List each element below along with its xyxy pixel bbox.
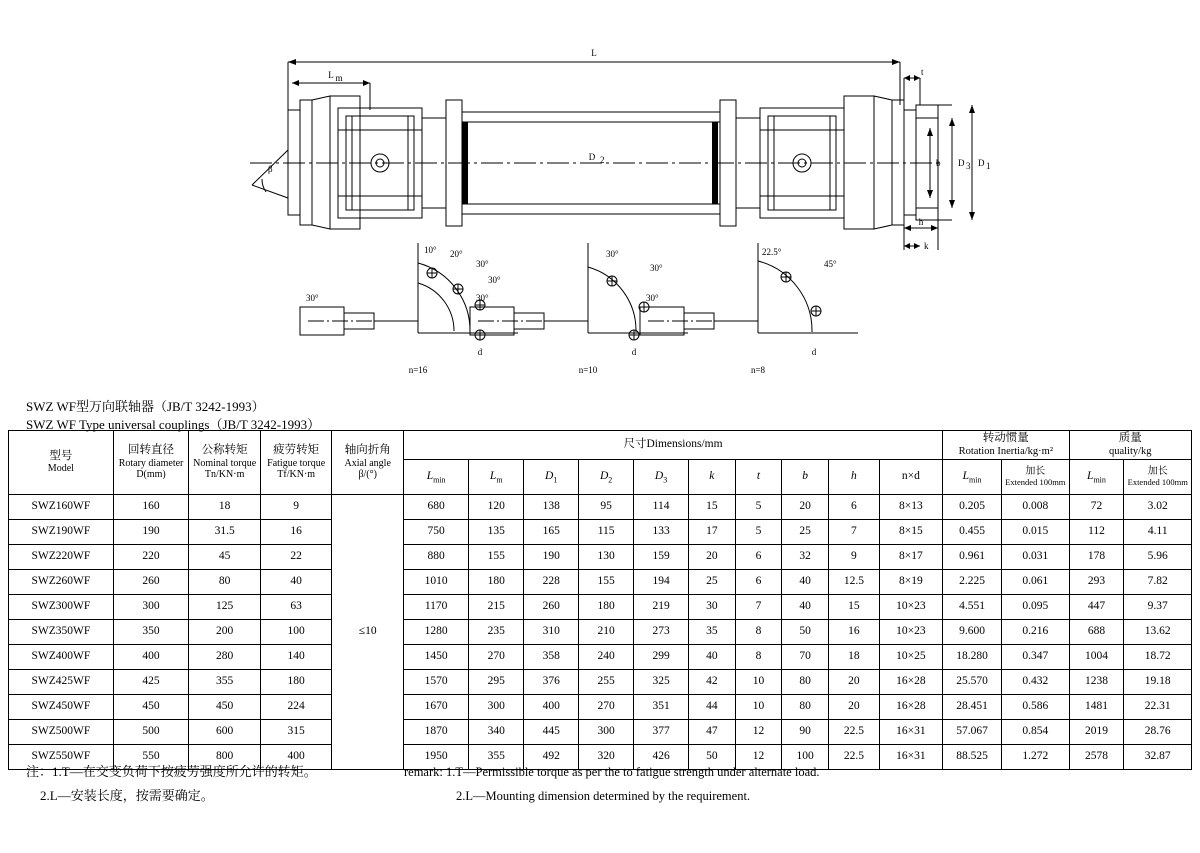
title-block	[26, 398, 320, 434]
cell-nd: 16×31	[879, 745, 942, 770]
th-dim-Lmin: $L_{min}$	[403, 460, 468, 495]
cell-nd: 8×15	[879, 520, 942, 545]
cell-Tn: 31.5	[189, 520, 261, 545]
cell-D3: 114	[634, 495, 689, 520]
cell-I_min: 2.225	[943, 570, 1002, 595]
svg-text:2: 2	[600, 155, 605, 165]
cell-D1: 260	[524, 595, 579, 620]
cell-I_ext: 0.031	[1002, 545, 1069, 570]
cell-k: 35	[689, 620, 736, 645]
cell-D3: 219	[634, 595, 689, 620]
cell-t: 12	[735, 720, 782, 745]
cell-q_min: 1481	[1069, 695, 1124, 720]
cell-nd: 16×28	[879, 670, 942, 695]
cell-h: 7	[829, 520, 880, 545]
cell-D: 425	[113, 670, 189, 695]
cell-Lmin: 1450	[403, 645, 468, 670]
cell-Lmin: 750	[403, 520, 468, 545]
cell-h: 18	[829, 645, 880, 670]
th-rotary-diameter: 回转直径 Rotary diameter D(mm)	[113, 431, 189, 495]
cell-q_min: 1238	[1069, 670, 1124, 695]
svg-text:d: d	[477, 347, 483, 357]
cell-Tn: 125	[189, 595, 261, 620]
svg-text:d: d	[631, 347, 637, 357]
cell-Tf: 40	[260, 570, 332, 595]
cell-h: 22.5	[829, 745, 880, 770]
notes-english	[404, 760, 820, 808]
cell-D: 260	[113, 570, 189, 595]
cell-q_ext: 5.96	[1124, 545, 1192, 570]
cell-D: 190	[113, 520, 189, 545]
svg-text:L: L	[328, 70, 334, 80]
cell-D: 350	[113, 620, 189, 645]
cell-t: 12	[735, 745, 782, 770]
table-row	[9, 570, 1192, 595]
cell-Tf: 16	[260, 520, 332, 545]
cell-k: 25	[689, 570, 736, 595]
note-cn-1: 注：1.T—在交变负荷下按疲劳强度所允许的转矩。	[26, 764, 317, 779]
cell-Tf: 22	[260, 545, 332, 570]
cell-model: SWZ300WF	[9, 595, 114, 620]
cell-q_ext: 32.87	[1124, 745, 1192, 770]
cell-D1: 400	[524, 695, 579, 720]
cell-Lm: 235	[469, 620, 524, 645]
cell-model: SWZ450WF	[9, 695, 114, 720]
th-model: 型号 Model	[9, 431, 114, 495]
th-dim-h: h	[829, 460, 880, 495]
table-head	[9, 431, 1192, 495]
cell-h: 16	[829, 620, 880, 645]
cell-b: 32	[782, 545, 829, 570]
cell-nd: 10×23	[879, 595, 942, 620]
cell-D2: 300	[579, 720, 634, 745]
cell-Lmin: 1170	[403, 595, 468, 620]
cell-q_ext: 9.37	[1124, 595, 1192, 620]
cell-D3: 159	[634, 545, 689, 570]
cell-Lm: 300	[469, 695, 524, 720]
cell-Tf: 140	[260, 645, 332, 670]
cell-t: 6	[735, 570, 782, 595]
cell-h: 12.5	[829, 570, 880, 595]
cell-Lm: 340	[469, 720, 524, 745]
cell-k: 30	[689, 595, 736, 620]
cell-Tf: 9	[260, 495, 332, 520]
table-row	[9, 545, 1192, 570]
cell-model: SWZ500WF	[9, 720, 114, 745]
cell-D3: 299	[634, 645, 689, 670]
svg-text:D: D	[588, 152, 596, 162]
svg-text:30°: 30°	[646, 293, 659, 303]
cell-Tf: 400	[260, 745, 332, 770]
cell-t: 10	[735, 695, 782, 720]
cell-Tf: 63	[260, 595, 332, 620]
th-dim-D2: $D_2$	[579, 460, 634, 495]
cell-Lm: 215	[469, 595, 524, 620]
cell-model: SWZ400WF	[9, 645, 114, 670]
cell-I_min: 0.961	[943, 545, 1002, 570]
cell-model: SWZ190WF	[9, 520, 114, 545]
cell-model: SWZ350WF	[9, 620, 114, 645]
svg-text:β: β	[268, 164, 273, 174]
spec-table-wrap	[8, 430, 1192, 770]
cell-q_min: 2578	[1069, 745, 1124, 770]
svg-text:m: m	[335, 73, 343, 83]
cell-nd: 8×19	[879, 570, 942, 595]
svg-text:30°: 30°	[650, 263, 663, 273]
cell-Lm: 355	[469, 745, 524, 770]
cell-Tn: 450	[189, 695, 261, 720]
cell-Lmin: 1950	[403, 745, 468, 770]
cell-D1: 190	[524, 545, 579, 570]
cell-D2: 95	[579, 495, 634, 520]
cell-t: 6	[735, 545, 782, 570]
cell-Lmin: 1670	[403, 695, 468, 720]
cell-D3: 133	[634, 520, 689, 545]
th-inertia-Lmin: $L_{min}$	[943, 460, 1002, 495]
cell-D3: 351	[634, 695, 689, 720]
cell-q_min: 2019	[1069, 720, 1124, 745]
cell-Lm: 295	[469, 670, 524, 695]
cell-I_ext: 0.586	[1002, 695, 1069, 720]
cell-Lm: 120	[469, 495, 524, 520]
svg-text:b: b	[936, 158, 941, 168]
cell-D1: 376	[524, 670, 579, 695]
cell-Lm: 180	[469, 570, 524, 595]
assembly-drawing	[0, 0, 1200, 420]
cell-D1: 165	[524, 520, 579, 545]
cell-D1: 228	[524, 570, 579, 595]
th-rotation-inertia: 转动惯量 Rotation Inertia/kg·m²	[943, 431, 1069, 460]
cell-D2: 155	[579, 570, 634, 595]
th-dim-b: b	[782, 460, 829, 495]
cell-D1: 445	[524, 720, 579, 745]
svg-text:D: D	[958, 158, 965, 168]
cell-k: 15	[689, 495, 736, 520]
th-dim-Lm: $L_m$	[469, 460, 524, 495]
cell-b: 100	[782, 745, 829, 770]
th-axial-angle: 轴向折角 Axial angle β/(°)	[332, 431, 404, 495]
th-quality: 质量 quality/kg	[1069, 431, 1191, 460]
cell-D3: 325	[634, 670, 689, 695]
cell-q_min: 112	[1069, 520, 1124, 545]
cell-b: 80	[782, 695, 829, 720]
cell-Tn: 200	[189, 620, 261, 645]
cell-Tf: 180	[260, 670, 332, 695]
th-nominal-torque: 公称转矩 Nominal torque Tn/KN·m	[189, 431, 261, 495]
cell-b: 90	[782, 720, 829, 745]
svg-text:10°: 10°	[424, 245, 437, 255]
cell-I_min: 18.280	[943, 645, 1002, 670]
svg-text:20°: 20°	[450, 249, 463, 259]
title-chinese: SWZ WF型万向联轴器（JB/T 3242-1993）	[26, 399, 265, 414]
cell-q_min: 72	[1069, 495, 1124, 520]
cell-D: 300	[113, 595, 189, 620]
th-dim-D1: $D_1$	[524, 460, 579, 495]
cell-k: 50	[689, 745, 736, 770]
cell-q_ext: 28.76	[1124, 720, 1192, 745]
cell-q_ext: 18.72	[1124, 645, 1192, 670]
note-en-2: 2.L—Mounting dimension determined by the requirement.	[456, 789, 751, 803]
cell-D: 500	[113, 720, 189, 745]
svg-text:30°: 30°	[476, 259, 489, 269]
cell-nd: 10×23	[879, 620, 942, 645]
th-fatigue-torque: 疲劳转矩 Fatigue torque Tf/KN·m	[260, 431, 332, 495]
cell-t: 5	[735, 520, 782, 545]
cell-I_min: 0.205	[943, 495, 1002, 520]
cell-b: 70	[782, 645, 829, 670]
cell-D: 450	[113, 695, 189, 720]
cell-q_ext: 3.02	[1124, 495, 1192, 520]
cell-Lm: 270	[469, 645, 524, 670]
cell-b: 40	[782, 570, 829, 595]
cell-q_min: 178	[1069, 545, 1124, 570]
cell-I_ext: 0.008	[1002, 495, 1069, 520]
svg-text:L: L	[591, 48, 597, 58]
cell-nd: 16×28	[879, 695, 942, 720]
svg-text:n=16: n=16	[408, 365, 428, 375]
cell-D2: 320	[579, 745, 634, 770]
cell-h: 6	[829, 495, 880, 520]
cell-Tn: 600	[189, 720, 261, 745]
cell-t: 8	[735, 645, 782, 670]
th-inertia-extended: 加长 Extended 100mm	[1002, 460, 1069, 495]
cell-D2: 210	[579, 620, 634, 645]
cell-I_ext: 0.854	[1002, 720, 1069, 745]
table-row	[9, 720, 1192, 745]
cell-model: SWZ425WF	[9, 670, 114, 695]
title-english: SWZ WF Type universal couplings（JB/T 3242-1993）	[26, 417, 321, 432]
cell-h: 20	[829, 670, 880, 695]
cell-Lmin: 880	[403, 545, 468, 570]
table-row	[9, 595, 1192, 620]
cell-I_ext: 1.272	[1002, 745, 1069, 770]
cell-q_ext: 13.62	[1124, 620, 1192, 645]
cell-Tn: 280	[189, 645, 261, 670]
cell-b: 50	[782, 620, 829, 645]
th-dim-k: k	[689, 460, 736, 495]
cell-nd: 16×31	[879, 720, 942, 745]
cell-k: 44	[689, 695, 736, 720]
svg-text:30°: 30°	[488, 275, 501, 285]
svg-text:t: t	[921, 67, 924, 77]
cell-I_ext: 0.347	[1002, 645, 1069, 670]
header-row-1	[9, 431, 1192, 460]
cell-nd: 8×17	[879, 545, 942, 570]
svg-text:22.5°: 22.5°	[762, 247, 782, 257]
cell-I_ext: 0.015	[1002, 520, 1069, 545]
cell-D2: 270	[579, 695, 634, 720]
cell-Tn: 355	[189, 670, 261, 695]
cell-D2: 115	[579, 520, 634, 545]
cell-k: 42	[689, 670, 736, 695]
cell-I_min: 88.525	[943, 745, 1002, 770]
cell-h: 20	[829, 695, 880, 720]
cell-q_ext: 7.82	[1124, 570, 1192, 595]
cell-I_min: 4.551	[943, 595, 1002, 620]
svg-text:n=8: n=8	[750, 365, 766, 375]
cell-nd: 10×25	[879, 645, 942, 670]
cell-D3: 273	[634, 620, 689, 645]
svg-text:30°: 30°	[606, 249, 619, 259]
cell-I_ext: 0.216	[1002, 620, 1069, 645]
notes-chinese	[26, 760, 317, 808]
cell-model: SWZ260WF	[9, 570, 114, 595]
svg-text:D: D	[978, 158, 985, 168]
cell-D1: 138	[524, 495, 579, 520]
cell-t: 5	[735, 495, 782, 520]
cell-b: 40	[782, 595, 829, 620]
cell-b: 80	[782, 670, 829, 695]
cell-Tf: 224	[260, 695, 332, 720]
note-cn-2: 2.L—安装长度，按需要确定。	[40, 788, 214, 803]
cell-D3: 426	[634, 745, 689, 770]
cell-model: SWZ160WF	[9, 495, 114, 520]
cell-D1: 358	[524, 645, 579, 670]
cell-q_ext: 4.11	[1124, 520, 1192, 545]
cell-Tn: 45	[189, 545, 261, 570]
svg-text:h: h	[918, 217, 924, 227]
cell-Lmin: 1570	[403, 670, 468, 695]
cell-q_ext: 22.31	[1124, 695, 1192, 720]
cell-Lmin: 1870	[403, 720, 468, 745]
table-row	[9, 620, 1192, 645]
cell-I_ext: 0.432	[1002, 670, 1069, 695]
th-dimensions: 尺寸Dimensions/mm	[403, 431, 942, 460]
cell-t: 7	[735, 595, 782, 620]
cell-Tf: 315	[260, 720, 332, 745]
cell-I_min: 57.067	[943, 720, 1002, 745]
cell-h: 15	[829, 595, 880, 620]
cell-D2: 130	[579, 545, 634, 570]
table-row	[9, 695, 1192, 720]
cell-h: 22.5	[829, 720, 880, 745]
cell-k: 20	[689, 545, 736, 570]
cell-nd: 8×13	[879, 495, 942, 520]
cell-D2: 255	[579, 670, 634, 695]
table-body	[9, 495, 1192, 770]
cell-q_min: 293	[1069, 570, 1124, 595]
cell-Tf: 100	[260, 620, 332, 645]
cell-I_min: 9.600	[943, 620, 1002, 645]
svg-text:30°: 30°	[306, 293, 319, 303]
svg-text:30°: 30°	[476, 293, 489, 303]
th-dim-t: t	[735, 460, 782, 495]
cell-I_ext: 0.061	[1002, 570, 1069, 595]
cell-I_ext: 0.095	[1002, 595, 1069, 620]
cell-D: 400	[113, 645, 189, 670]
svg-text:1: 1	[986, 161, 991, 171]
spec-table	[8, 430, 1192, 770]
cell-k: 40	[689, 645, 736, 670]
cell-D1: 492	[524, 745, 579, 770]
cell-q_min: 688	[1069, 620, 1124, 645]
cell-I_min: 25.570	[943, 670, 1002, 695]
cell-Lmin: 680	[403, 495, 468, 520]
table-row	[9, 645, 1192, 670]
cell-t: 8	[735, 620, 782, 645]
th-dim-nd: n×d	[879, 460, 942, 495]
cell-axial-angle: ≤10	[332, 495, 404, 770]
cell-D3: 194	[634, 570, 689, 595]
th-dim-D3: $D_3$	[634, 460, 689, 495]
cell-D3: 377	[634, 720, 689, 745]
cell-t: 10	[735, 670, 782, 695]
cell-k: 47	[689, 720, 736, 745]
cell-D2: 180	[579, 595, 634, 620]
cell-Tn: 800	[189, 745, 261, 770]
svg-text:45°: 45°	[824, 259, 837, 269]
svg-text:d: d	[811, 347, 817, 357]
cell-Lm: 135	[469, 520, 524, 545]
cell-q_min: 1004	[1069, 645, 1124, 670]
cell-h: 9	[829, 545, 880, 570]
cell-model: SWZ550WF	[9, 745, 114, 770]
cell-model: SWZ220WF	[9, 545, 114, 570]
note-en-1: remark: 1.T—Permissible torque as per the to fatigue strength under alternate load.	[404, 765, 820, 779]
th-quality-extended: 加长 Extended 100mm	[1124, 460, 1192, 495]
cell-b: 20	[782, 495, 829, 520]
table-row	[9, 495, 1192, 520]
svg-text:n=10: n=10	[578, 365, 598, 375]
cell-Lmin: 1280	[403, 620, 468, 645]
cell-I_min: 28.451	[943, 695, 1002, 720]
table-row	[9, 520, 1192, 545]
cell-Tn: 18	[189, 495, 261, 520]
cell-Lmin: 1010	[403, 570, 468, 595]
cell-D: 550	[113, 745, 189, 770]
cell-I_min: 0.455	[943, 520, 1002, 545]
cell-D: 160	[113, 495, 189, 520]
svg-text:3: 3	[966, 161, 971, 171]
cell-k: 17	[689, 520, 736, 545]
svg-text:k: k	[924, 241, 929, 251]
cell-q_min: 447	[1069, 595, 1124, 620]
cell-D1: 310	[524, 620, 579, 645]
cell-D2: 240	[579, 645, 634, 670]
cell-D: 220	[113, 545, 189, 570]
table-row	[9, 670, 1192, 695]
cell-b: 25	[782, 520, 829, 545]
cell-Tn: 80	[189, 570, 261, 595]
th-quality-Lmin: $L_{min}$	[1069, 460, 1124, 495]
cell-Lm: 155	[469, 545, 524, 570]
cell-q_ext: 19.18	[1124, 670, 1192, 695]
